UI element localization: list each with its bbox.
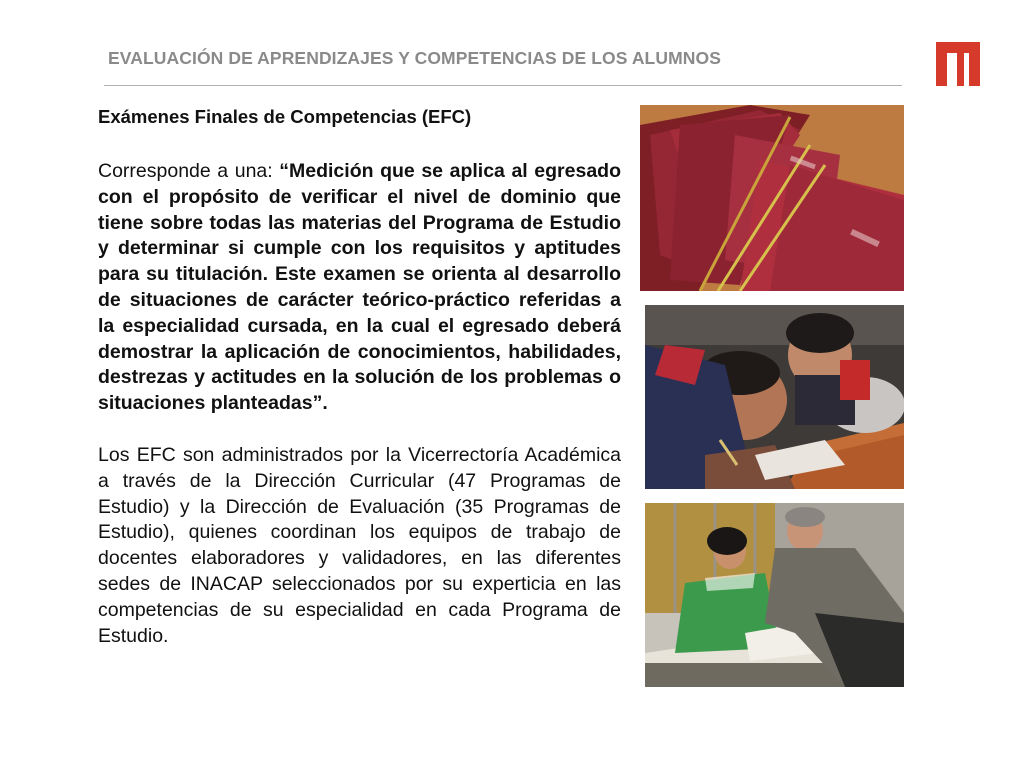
logo-bar bbox=[964, 53, 969, 86]
inacap-logo bbox=[936, 42, 980, 86]
teacher-student-photo bbox=[645, 503, 904, 687]
header-divider bbox=[104, 85, 902, 86]
administration-paragraph: Los EFC son administrados por la Vicerrectoría Académica a través de la Dirección Curricular (47 Programas de Estudio) y la Dirección de Evaluación (35 Programas de Estudio), quienes coordinan los equipos de trabajo de docentes elaboradores y validadores, en las diferentes sedes de INACAP seleccionados por su experticia en las competencias de su especialidad en cada Programa de Estudio. bbox=[98, 443, 621, 647]
definition-lead: Corresponde a una: bbox=[98, 160, 280, 182]
logo-notch bbox=[947, 53, 957, 86]
students-writing-photo bbox=[645, 305, 904, 489]
definition-paragraph bbox=[98, 159, 621, 417]
exam-booklets-photo bbox=[640, 105, 904, 291]
definition-quote: “Medición que se aplica al egresado con el propósito de verificar el nivel de dominio que tiene sobre todas las materias del Programa de Estudio y determinar si cumple con los requisitos y aptitudes para su titulación. Este examen se orienta al desarrollo de situaciones de carácter teórico-práctico referidas a la especialidad cursada, en la cual el egresado deberá demostrar la aplicación de conocimientos, habilidades, destrezas y actitudes en la solución de los problemas o situaciones planteadas”. bbox=[98, 160, 621, 415]
section-heading: Exámenes Finales de Competencias (EFC) bbox=[98, 106, 472, 127]
page-title: EVALUACIÓN DE APRENDIZAJES Y COMPETENCIAS DE LOS ALUMNOS bbox=[108, 48, 721, 68]
main-content bbox=[98, 102, 621, 649]
